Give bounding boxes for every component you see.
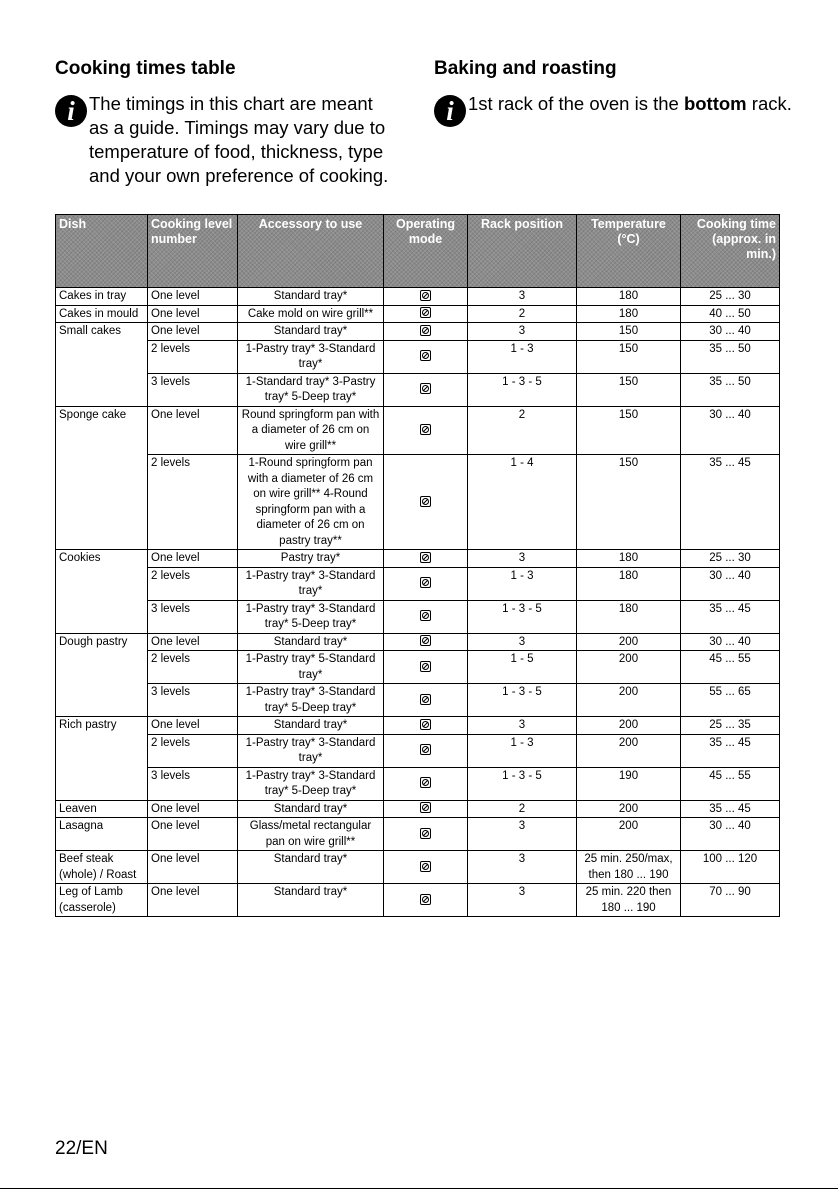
- dish-cell: Leaven: [56, 800, 148, 818]
- temperature-cell: 200: [577, 800, 681, 818]
- fan-heating-icon: [420, 694, 431, 705]
- table-row: [56, 767, 780, 800]
- fan-heating-icon: [420, 894, 431, 905]
- rack-cell: 2: [468, 800, 577, 818]
- table-row: [56, 406, 780, 455]
- table-body: [56, 288, 780, 917]
- mode-cell: [384, 633, 468, 651]
- accessory-cell: Standard tray*: [238, 884, 384, 917]
- rack-cell: 3: [468, 323, 577, 341]
- rack-cell: 1 - 3 - 5: [468, 600, 577, 633]
- mode-cell: [384, 455, 468, 550]
- level-cell: 2 levels: [148, 734, 238, 767]
- fan-heating-icon: [420, 552, 431, 563]
- accessory-cell: 1-Standard tray* 3-Pastry tray* 5-Deep tray*: [238, 373, 384, 406]
- time-cell: 40 ... 50: [681, 305, 780, 323]
- info-icon: i: [55, 95, 87, 127]
- temperature-cell: 200: [577, 818, 681, 851]
- fan-heating-icon: [420, 610, 431, 621]
- time-cell: 55 ... 65: [681, 684, 780, 717]
- mode-cell: [384, 684, 468, 717]
- table-row: [56, 800, 780, 818]
- temperature-cell: 150: [577, 340, 681, 373]
- accessory-cell: 1-Pastry tray* 3-Standard tray* 5-Deep tray*: [238, 767, 384, 800]
- mode-cell: [384, 373, 468, 406]
- header-accessory: Accessory to use: [238, 215, 384, 288]
- rack-cell: 3: [468, 288, 577, 306]
- mode-cell: [384, 767, 468, 800]
- fan-heating-icon: [420, 802, 431, 813]
- level-cell: One level: [148, 818, 238, 851]
- table-row: [56, 651, 780, 684]
- rack-cell: 1 - 3 - 5: [468, 684, 577, 717]
- rack-cell: 3: [468, 884, 577, 917]
- table-row: [56, 373, 780, 406]
- table-row: [56, 323, 780, 341]
- fan-heating-icon: [420, 307, 431, 318]
- mode-cell: [384, 600, 468, 633]
- mode-cell: [384, 818, 468, 851]
- dish-cell: Lasagna: [56, 818, 148, 851]
- rack-cell: 3: [468, 851, 577, 884]
- table-row: [56, 567, 780, 600]
- header-dish: Dish: [56, 215, 148, 288]
- dish-cell: Cakes in tray: [56, 288, 148, 306]
- accessory-cell: Standard tray*: [238, 851, 384, 884]
- table-row: [56, 734, 780, 767]
- temperature-cell: 200: [577, 684, 681, 717]
- fan-heating-icon: [420, 325, 431, 336]
- temperature-cell: 180: [577, 567, 681, 600]
- mode-cell: [384, 717, 468, 735]
- time-cell: 45 ... 55: [681, 767, 780, 800]
- accessory-cell: Standard tray*: [238, 288, 384, 306]
- level-cell: 3 levels: [148, 767, 238, 800]
- temperature-cell: 150: [577, 406, 681, 455]
- rack-note-text: 1st rack of the oven is the bottom rack.: [468, 93, 792, 114]
- time-cell: 45 ... 55: [681, 651, 780, 684]
- level-cell: One level: [148, 633, 238, 651]
- fan-heating-icon: [420, 424, 431, 435]
- dish-cell: Cakes in mould: [56, 305, 148, 323]
- mode-cell: [384, 567, 468, 600]
- time-cell: 25 ... 30: [681, 550, 780, 568]
- rack-cell: 3: [468, 550, 577, 568]
- rack-cell: 3: [468, 633, 577, 651]
- baking-roasting-heading: Baking and roasting: [434, 58, 617, 79]
- fan-heating-icon: [420, 577, 431, 588]
- fan-heating-icon: [420, 661, 431, 672]
- temperature-cell: 180: [577, 305, 681, 323]
- mode-cell: [384, 406, 468, 455]
- mode-cell: [384, 884, 468, 917]
- accessory-cell: Standard tray*: [238, 717, 384, 735]
- level-cell: 3 levels: [148, 600, 238, 633]
- temperature-cell: 200: [577, 717, 681, 735]
- header-mode: Operating mode: [384, 215, 468, 288]
- level-cell: One level: [148, 550, 238, 568]
- accessory-cell: Cake mold on wire grill**: [238, 305, 384, 323]
- level-cell: 3 levels: [148, 373, 238, 406]
- temperature-cell: 150: [577, 323, 681, 341]
- fan-heating-icon: [420, 744, 431, 755]
- fan-heating-icon: [420, 635, 431, 646]
- bottom-rule: [0, 1188, 838, 1189]
- accessory-cell: 1-Round springform pan with a diameter of 26 cm on wire grill** 4-Round springform pan with a diameter of 26 cm on pastry tray**: [238, 455, 384, 550]
- mode-cell: [384, 800, 468, 818]
- time-cell: 30 ... 40: [681, 406, 780, 455]
- table-row: [56, 851, 780, 884]
- rack-cell: 3: [468, 717, 577, 735]
- fan-heating-icon: [420, 828, 431, 839]
- dish-cell: Rich pastry: [56, 717, 148, 801]
- mode-cell: [384, 340, 468, 373]
- time-cell: 70 ... 90: [681, 884, 780, 917]
- level-cell: 3 levels: [148, 684, 238, 717]
- temperature-cell: 150: [577, 455, 681, 550]
- temperature-cell: 150: [577, 373, 681, 406]
- cooking-times-note: [55, 92, 395, 188]
- time-cell: 100 ... 120: [681, 851, 780, 884]
- temperature-cell: 25 min. 220 then 180 ... 190: [577, 884, 681, 917]
- header-time: Cooking time (approx. in min.): [681, 215, 780, 288]
- mode-cell: [384, 288, 468, 306]
- level-cell: One level: [148, 884, 238, 917]
- rack-cell: 1 - 3 - 5: [468, 767, 577, 800]
- rack-cell: 1 - 3: [468, 567, 577, 600]
- accessory-cell: Standard tray*: [238, 633, 384, 651]
- fan-heating-icon: [420, 350, 431, 361]
- rack-cell: 1 - 3: [468, 734, 577, 767]
- mode-cell: [384, 550, 468, 568]
- level-cell: 2 levels: [148, 340, 238, 373]
- accessory-cell: Glass/metal rectangular pan on wire grill**: [238, 818, 384, 851]
- table-row: [56, 550, 780, 568]
- info-icon: i: [434, 95, 466, 127]
- temperature-cell: 190: [577, 767, 681, 800]
- time-cell: 35 ... 45: [681, 734, 780, 767]
- accessory-cell: Standard tray*: [238, 800, 384, 818]
- accessory-cell: 1-Pastry tray* 3-Standard tray* 5-Deep tray*: [238, 684, 384, 717]
- level-cell: One level: [148, 851, 238, 884]
- fan-heating-icon: [420, 719, 431, 730]
- rack-cell: 1 - 4: [468, 455, 577, 550]
- table-row: [56, 288, 780, 306]
- level-cell: 2 levels: [148, 455, 238, 550]
- header-level: Cooking level number: [148, 215, 238, 288]
- cooking-times-note-text: The timings in this chart are meant as a guide. Timings may vary due to temperature of food, thickness, type and your own preference of cooking.: [89, 93, 389, 186]
- temperature-cell: 25 min. 250/max, then 180 ... 190: [577, 851, 681, 884]
- rack-note: [434, 92, 794, 127]
- dish-cell: Sponge cake: [56, 406, 148, 550]
- temperature-cell: 200: [577, 633, 681, 651]
- time-cell: 35 ... 50: [681, 340, 780, 373]
- header-temperature: Temperature (°C): [577, 215, 681, 288]
- table-row: [56, 633, 780, 651]
- dish-cell: Leg of Lamb (casserole): [56, 884, 148, 917]
- table-row: [56, 818, 780, 851]
- time-cell: 35 ... 45: [681, 600, 780, 633]
- rack-cell: 1 - 3 - 5: [468, 373, 577, 406]
- rack-cell: 2: [468, 406, 577, 455]
- accessory-cell: Round springform pan with a diameter of 26 cm on wire grill**: [238, 406, 384, 455]
- temperature-cell: 180: [577, 288, 681, 306]
- accessory-cell: 1-Pastry tray* 3-Standard tray*: [238, 734, 384, 767]
- fan-heating-icon: [420, 290, 431, 301]
- level-cell: One level: [148, 323, 238, 341]
- table-row: [56, 340, 780, 373]
- mode-cell: [384, 851, 468, 884]
- time-cell: 25 ... 35: [681, 717, 780, 735]
- header-rack: Rack position: [468, 215, 577, 288]
- cooking-times-table: [55, 214, 780, 917]
- fan-heating-icon: [420, 861, 431, 872]
- time-cell: 35 ... 45: [681, 455, 780, 550]
- time-cell: 30 ... 40: [681, 323, 780, 341]
- mode-cell: [384, 734, 468, 767]
- accessory-cell: 1-Pastry tray* 3-Standard tray*: [238, 340, 384, 373]
- page-number: 22/EN: [55, 1138, 108, 1159]
- temperature-cell: 200: [577, 734, 681, 767]
- accessory-cell: 1-Pastry tray* 3-Standard tray*: [238, 567, 384, 600]
- table-row: [56, 717, 780, 735]
- level-cell: 2 levels: [148, 651, 238, 684]
- time-cell: 35 ... 50: [681, 373, 780, 406]
- level-cell: One level: [148, 305, 238, 323]
- dish-cell: Dough pastry: [56, 633, 148, 717]
- fan-heating-icon: [420, 383, 431, 394]
- table-row: [56, 600, 780, 633]
- fan-heating-icon: [420, 777, 431, 788]
- table-header-row: [56, 215, 780, 288]
- rack-cell: 1 - 3: [468, 340, 577, 373]
- rack-cell: 1 - 5: [468, 651, 577, 684]
- level-cell: One level: [148, 800, 238, 818]
- mode-cell: [384, 323, 468, 341]
- time-cell: 30 ... 40: [681, 567, 780, 600]
- dish-cell: Small cakes: [56, 323, 148, 407]
- table-row: [56, 455, 780, 550]
- mode-cell: [384, 305, 468, 323]
- accessory-cell: 1-Pastry tray* 3-Standard tray* 5-Deep tray*: [238, 600, 384, 633]
- temperature-cell: 200: [577, 651, 681, 684]
- time-cell: 30 ... 40: [681, 818, 780, 851]
- cooking-times-heading: Cooking times table: [55, 58, 236, 79]
- level-cell: One level: [148, 406, 238, 455]
- accessory-cell: Pastry tray*: [238, 550, 384, 568]
- dish-cell: Beef steak (whole) / Roast: [56, 851, 148, 884]
- accessory-cell: 1-Pastry tray* 5-Standard tray*: [238, 651, 384, 684]
- table-row: [56, 884, 780, 917]
- time-cell: 35 ... 45: [681, 800, 780, 818]
- accessory-cell: Standard tray*: [238, 323, 384, 341]
- mode-cell: [384, 651, 468, 684]
- dish-cell: Cookies: [56, 550, 148, 634]
- table-row: [56, 684, 780, 717]
- level-cell: One level: [148, 288, 238, 306]
- temperature-cell: 180: [577, 600, 681, 633]
- time-cell: 30 ... 40: [681, 633, 780, 651]
- rack-cell: 3: [468, 818, 577, 851]
- fan-heating-icon: [420, 496, 431, 507]
- temperature-cell: 180: [577, 550, 681, 568]
- level-cell: 2 levels: [148, 567, 238, 600]
- level-cell: One level: [148, 717, 238, 735]
- table-row: [56, 305, 780, 323]
- rack-cell: 2: [468, 305, 577, 323]
- time-cell: 25 ... 30: [681, 288, 780, 306]
